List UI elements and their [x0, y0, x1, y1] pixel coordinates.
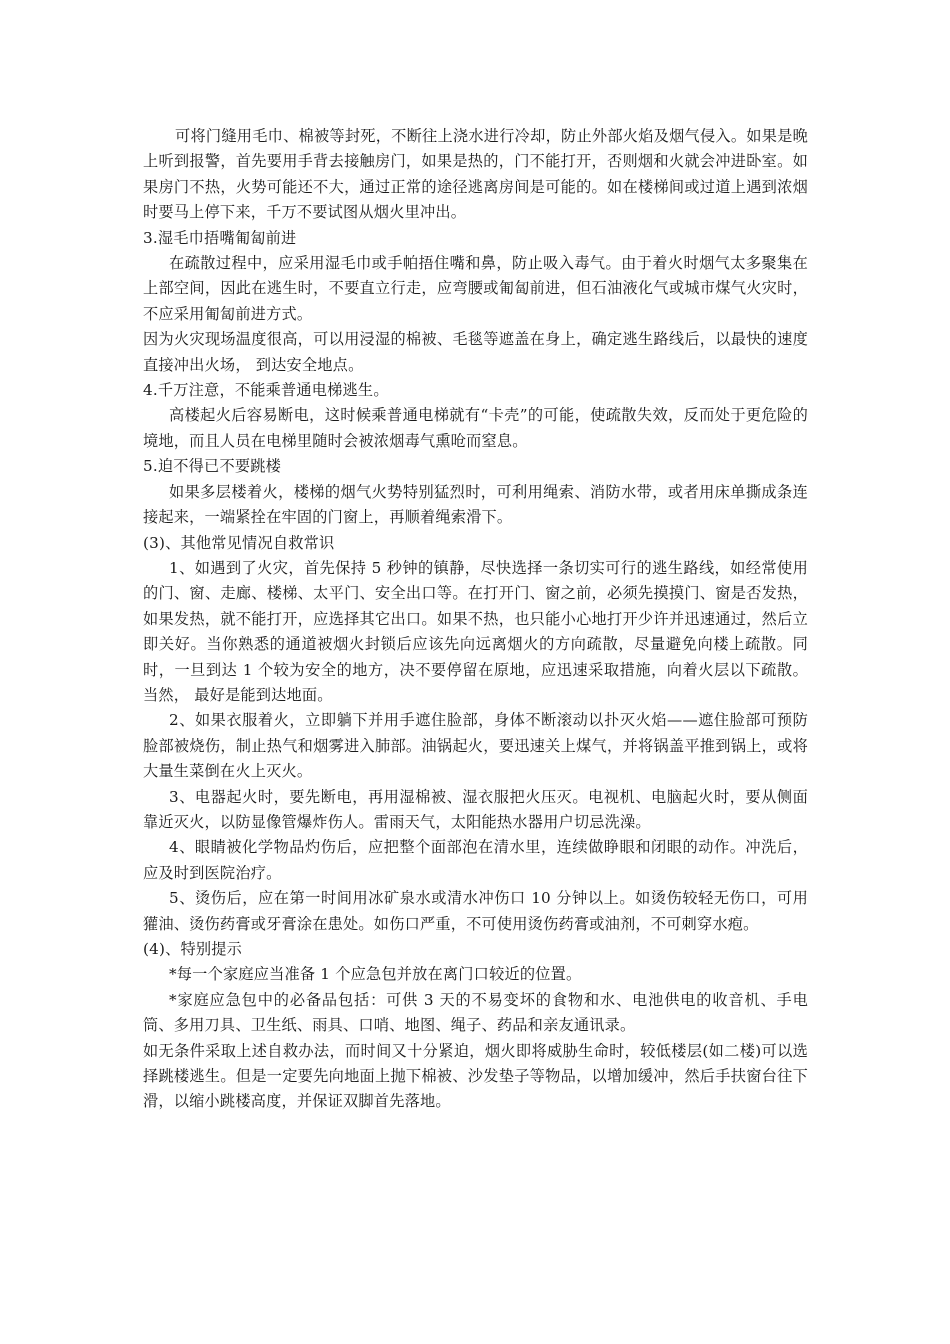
heading-other-situations: (3)、其他常见情况自救常识: [143, 533, 335, 552]
paragraph-tip-3: 3、电器起火时，要先断电，再用湿棉被、湿衣服把火压灭。电视机、电脑起火时，要从侧面靠近灭火，以防显像管爆炸伤人。雷雨天气，太阳能热水器用户切忌洗澡。: [143, 787, 808, 831]
paragraph-wet-towel: 在疏散过程中，应采用湿毛巾或手帕捂住嘴和鼻，防止吸入毒气。由于着火时烟气太多聚集在上部空间，因此在逃生时，不要直立行走，应弯腰或匍匐前进，但石油液化气或城市煤气火灾时，不应采用匍匐前进方式。: [143, 254, 808, 323]
paragraph-seal-door: 可将门缝用毛巾、棉被等封死，不断往上浇水进行冷却，防止外部火焰及烟气侵入。如果是晚上听到报警，首先要用手背去接触房门，如果是热的，门不能打开，否则烟和火就会冲进卧室。如果房门不热，火势可能还不大，通过正常的途径逃离房间是可能的。如在楼梯间或过道上遇到浓烟时要马上停下来，千万不要试图从烟火里冲出。: [143, 127, 808, 222]
heading-elevator: 4.千万注意，不能乘普通电梯逃生。: [143, 381, 389, 400]
paragraph-tip-5: 5、烫伤后，应在第一时间用冰矿泉水或清水冲伤口 10 分钟以上。如烫伤较轻无伤口，可用獾油、烫伤药膏或牙膏涂在患处。如伤口严重，不可使用烫伤药膏或油剂，不可刺穿水疱。: [143, 889, 808, 933]
paragraph-cover-body: 因为火灾现场温度很高，可以用浸湿的棉被、毛毯等遮盖在身上，确定逃生路线后，以最快的速度直接冲出火场， 到达安全地点。: [143, 330, 808, 374]
heading-no-jump: 5.迫不得已不要跳楼: [143, 457, 281, 476]
paragraph-emergency-kit: *每一个家庭应当准备 1 个应急包并放在离门口较近的位置。: [169, 965, 582, 984]
heading-wet-towel: 3.湿毛巾捂嘴匍匐前进: [143, 228, 297, 247]
document-body: [143, 124, 808, 1115]
heading-special-tips: (4)、特别提示: [143, 940, 243, 958]
paragraph-tip-2: 2、如果衣服着火，立即躺下并用手遮住脸部，身体不断滚动以扑灭火焰——遮住脸部可预防脸部被烧伤，制止热气和烟雾进入肺部。油锅起火，要迅速关上煤气，并将锅盖平推到锅上，或将大量生菜倒在火上灭火。: [143, 711, 808, 781]
paragraph-jump-escape: 如无条件采取上述自救办法，而时间又十分紧迫，烟火即将威胁生命时，较低楼层(如二楼)可以选择跳楼逃生。但是一定要先向地面上抛下棉被、沙发垫子等物品，以增加缓冲，然后手扶窗台往下滑，以缩小跳楼高度，并保证双脚首先落地。: [143, 1041, 808, 1111]
paragraph-tip-4: 4、眼睛被化学物品灼伤后，应把整个面部泡在清水里，连续做睁眼和闭眼的动作。冲洗后，应及时到医院治疗。: [143, 838, 808, 882]
paragraph-tip-1: 1、如遇到了火灾，首先保持 5 秒钟的镇静，尽快选择一条切实可行的逃生路线，如经常使用的门、窗、走廊、楼梯、太平门、安全出口等。在打开门、窗之前，必须先摸摸门、窗是否发热，如果发热，就不能打开，应选择其它出口。如果不热，也只能小心地打开少许并迅速通过，然后立即关好。当你熟悉的通道被烟火封锁后应该先向远离烟火的方向疏散，尽量避免向楼上疏散。同时，一旦到达 1 个较为安全的地方，决不要停留在原地，应迅速采取措施，向着火层以下疏散。当然， 最好是能到达地面。: [143, 558, 808, 704]
paragraph-elevator: 高楼起火后容易断电，这时候乘普通电梯就有“卡壳”的可能，使疏散失效，反而处于更危险的境地，而且人员在电梯里随时会被浓烟毒气熏呛而窒息。: [143, 406, 808, 450]
paragraph-rope: 如果多层楼着火，楼梯的烟气火势特别猛烈时，可利用绳索、消防水带，或者用床单撕成条连接起来，一端紧拴在牢固的门窗上，再顺着绳索滑下。: [143, 482, 808, 527]
paragraph-kit-contents: *家庭应急包中的必备品包括：可供 3 天的不易变坏的食物和水、电池供电的收音机、手电筒、多用刀具、卫生纸、雨具、口哨、地图、绳子、药品和亲友通讯录。: [143, 990, 808, 1035]
